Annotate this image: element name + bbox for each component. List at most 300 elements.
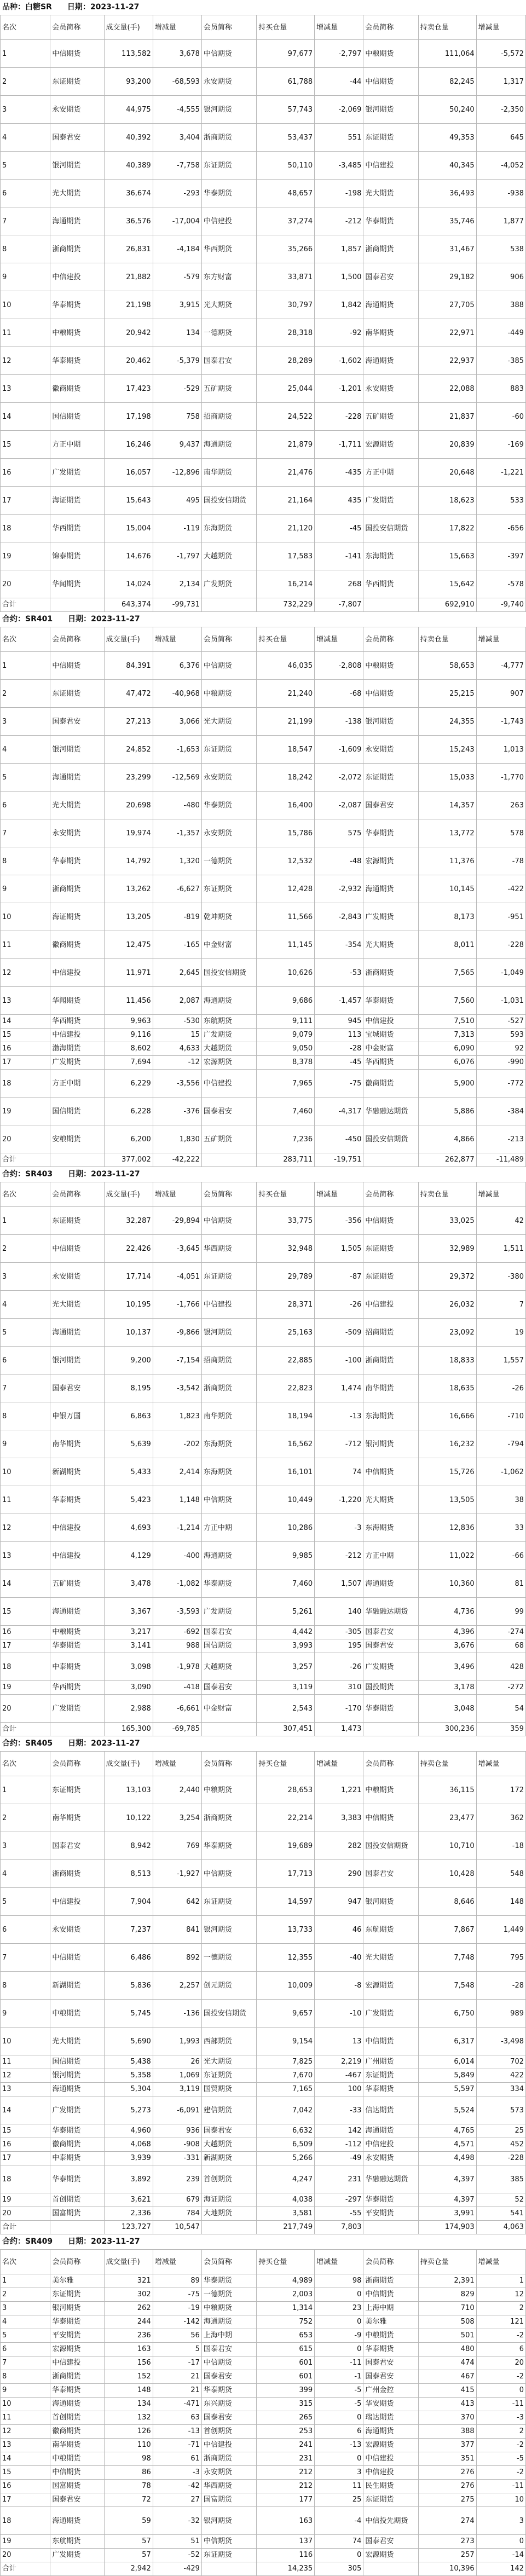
cell-short-member: 徽商期货 xyxy=(363,1070,418,1098)
column-header-long-position: 持买仓量 xyxy=(257,1182,315,1207)
cell-volume: 6,486 xyxy=(104,1944,153,1972)
cell-long-position: 5,261 xyxy=(257,1598,315,1626)
table-row xyxy=(1,1263,526,1291)
cell-volume-change: -1,766 xyxy=(153,1291,201,1319)
cell-short-position: 7,548 xyxy=(418,1972,476,2000)
ranking-table xyxy=(0,1182,526,1736)
cell-volume-member: 国泰君安 xyxy=(50,1374,104,1402)
cell-short-member: 银河期货 xyxy=(363,1430,418,1458)
cell-short-member: 华泰期货 xyxy=(363,2193,418,2207)
cell-long-member: 海通期货 xyxy=(201,987,256,1015)
cell-short-position: 20,648 xyxy=(418,459,476,487)
cell-short-member: 中粮期货 xyxy=(363,1776,418,1804)
total-long-position: 283,711 xyxy=(257,1153,315,1167)
cell-short-member: 海通期货 xyxy=(363,875,418,903)
cell-volume-member: 光大期货 xyxy=(50,1291,104,1319)
cell-long-position: 7,460 xyxy=(257,1098,315,1125)
cell-short-member: 华融融达期货 xyxy=(363,1598,418,1626)
cell-short-position: 111,064 xyxy=(418,40,476,68)
total-label: 合计 xyxy=(1,2221,50,2234)
cell-long-position: 13,733 xyxy=(257,1916,315,1944)
cell-short-position: 18,623 xyxy=(418,487,476,515)
cell-volume: 2,336 xyxy=(104,2207,153,2221)
cell-volume-member: 东证期货 xyxy=(50,1207,104,1235)
cell-volume: 110 xyxy=(104,2439,153,2452)
cell-volume: 3,939 xyxy=(104,2152,153,2165)
cell-volume-member: 申银万国 xyxy=(50,1402,104,1430)
cell-short-position: 3,676 xyxy=(418,1639,476,1653)
cell-short-change: 68 xyxy=(476,1639,525,1653)
cell-short-change: 593 xyxy=(476,1029,525,1042)
cell-rank: 16 xyxy=(1,1626,50,1639)
cell-long-member: 大越期货 xyxy=(201,1042,256,1056)
cell-short-position: 22,088 xyxy=(418,375,476,403)
column-header-short-member: 会员简称 xyxy=(363,2250,418,2274)
cell-short-member: 信达期货 xyxy=(363,2096,418,2124)
table-row xyxy=(1,2425,526,2439)
cell-volume-change: 3,915 xyxy=(153,291,201,319)
cell-short-position: 273 xyxy=(418,2535,476,2549)
cell-volume-change: -4,184 xyxy=(153,235,201,263)
cell-long-position: 12,428 xyxy=(257,875,315,903)
cell-short-change: -990 xyxy=(476,1056,525,1070)
cell-long-member: 东证期货 xyxy=(201,2069,256,2083)
total-label: 合计 xyxy=(1,598,50,612)
cell-short-change: 6 xyxy=(476,2343,525,2356)
cell-rank: 8 xyxy=(1,235,50,263)
cell-long-member: 国泰君安 xyxy=(201,1098,256,1125)
cell-volume-member: 华闻期货 xyxy=(50,987,104,1015)
total-volume-change: -69,785 xyxy=(153,1723,201,1736)
cell-long-member: 五矿期货 xyxy=(201,375,256,403)
header-row xyxy=(1,15,526,40)
cell-volume: 3,098 xyxy=(104,1653,153,1681)
cell-long-change: 3 xyxy=(315,2466,363,2480)
cell-long-change: -13 xyxy=(315,1402,363,1430)
cell-volume: 8,513 xyxy=(104,1860,153,1888)
cell-rank: 4 xyxy=(1,736,50,764)
table-row xyxy=(1,68,526,96)
cell-volume: 40,389 xyxy=(104,152,153,180)
cell-long-member: 中粮期货 xyxy=(201,680,256,708)
cell-long-position: 2,543 xyxy=(257,1695,315,1723)
cell-volume-change: -6,091 xyxy=(153,2096,201,2124)
table-row xyxy=(1,2165,526,2193)
cell-short-position: 15,642 xyxy=(418,570,476,598)
cell-short-member: 宏源期货 xyxy=(363,1972,418,2000)
cell-volume-change: -1,927 xyxy=(153,1860,201,1888)
cell-volume-change: 936 xyxy=(153,2124,201,2138)
cell-short-change: -11 xyxy=(476,2398,525,2411)
cell-long-change: 2,219 xyxy=(315,2055,363,2069)
cell-volume-member: 国泰君安 xyxy=(50,124,104,152)
column-header-long-change: 增减量 xyxy=(315,1752,363,1776)
cell-long-change: -92 xyxy=(315,319,363,347)
cell-long-change: -198 xyxy=(315,180,363,207)
cell-long-position: 32,948 xyxy=(257,1235,315,1263)
cell-long-member: 浙商期货 xyxy=(201,2452,256,2466)
cell-long-position: 615 xyxy=(257,2343,315,2356)
cell-rank: 17 xyxy=(1,2152,50,2165)
cell-volume: 78 xyxy=(104,2480,153,2493)
cell-volume-member: 中信建投 xyxy=(50,1029,104,1042)
total-short-position: 692,910 xyxy=(418,598,476,612)
table-row xyxy=(1,2152,526,2165)
cell-volume: 5,433 xyxy=(104,1458,153,1486)
table-row xyxy=(1,347,526,375)
cell-long-position: 50,110 xyxy=(257,152,315,180)
cell-long-member: 中信期货 xyxy=(201,2356,256,2370)
cell-long-change: -28 xyxy=(315,1042,363,1056)
total-volume: 165,300 xyxy=(104,1723,153,1736)
cell-long-change: 195 xyxy=(315,1639,363,1653)
cell-volume-change: -376 xyxy=(153,1098,201,1125)
cell-short-member: 广发期货 xyxy=(363,2000,418,2028)
cell-short-member: 浙商期货 xyxy=(363,1347,418,1374)
total-long-change: 305 xyxy=(315,2562,363,2576)
header-row xyxy=(1,627,526,652)
cell-long-change: -33 xyxy=(315,2096,363,2124)
cell-volume-member: 徽商期货 xyxy=(50,375,104,403)
total-row xyxy=(1,2221,526,2234)
cell-volume-member: 东证期货 xyxy=(50,2288,104,2302)
column-header-long-member: 会员简称 xyxy=(201,1752,256,1776)
cell-long-position: 7,965 xyxy=(257,1070,315,1098)
table-row xyxy=(1,1972,526,2000)
cell-short-member: 广发期货 xyxy=(363,1653,418,1681)
table-row xyxy=(1,1916,526,1944)
cell-volume-change: -68,593 xyxy=(153,68,201,96)
cell-short-member: 宝城期货 xyxy=(363,1029,418,1042)
cell-short-position: 7,565 xyxy=(418,959,476,987)
cell-rank: 17 xyxy=(1,2493,50,2507)
cell-short-change: 1,013 xyxy=(476,736,525,764)
cell-rank: 8 xyxy=(1,847,50,875)
cell-short-position: 23,092 xyxy=(418,1319,476,1347)
cell-long-member: 方正中期 xyxy=(201,1514,256,1542)
cell-long-position: 12,532 xyxy=(257,847,315,875)
cell-rank: 18 xyxy=(1,2165,50,2193)
cell-long-change: 0 xyxy=(315,2288,363,2302)
table-row xyxy=(1,2356,526,2370)
cell-long-change: -1 xyxy=(315,2370,363,2384)
cell-rank: 14 xyxy=(1,2452,50,2466)
cell-volume-member: 广发期货 xyxy=(50,2549,104,2562)
cell-long-position: 28,653 xyxy=(257,1776,315,1804)
cell-short-change: 428 xyxy=(476,1653,525,1681)
cell-long-position: 3,581 xyxy=(257,2207,315,2221)
cell-short-position: 29,182 xyxy=(418,263,476,291)
cell-long-member: 广发期货 xyxy=(201,570,256,598)
cell-long-change: -2,072 xyxy=(315,764,363,792)
table-row xyxy=(1,2028,526,2055)
cell-short-change: -14 xyxy=(476,2549,525,2562)
cell-volume-member: 首创期货 xyxy=(50,2193,104,2207)
cell-volume: 5,273 xyxy=(104,2096,153,2124)
cell-volume-change: 3,678 xyxy=(153,40,201,68)
table-row xyxy=(1,959,526,987)
cell-volume-change: 841 xyxy=(153,1916,201,1944)
cell-short-change: -422 xyxy=(476,875,525,903)
cell-empty xyxy=(50,2562,104,2576)
product-label: 合约：SR401 xyxy=(2,615,53,623)
cell-long-change: -1,609 xyxy=(315,736,363,764)
cell-rank: 11 xyxy=(1,2055,50,2069)
cell-short-change: 42 xyxy=(476,1207,525,1235)
column-header-rank: 名次 xyxy=(1,1752,50,1776)
cell-long-position: 212 xyxy=(257,2466,315,2480)
cell-volume-change: 3,254 xyxy=(153,1804,201,1832)
cell-long-change: -138 xyxy=(315,708,363,736)
cell-long-change: 1,842 xyxy=(315,291,363,319)
cell-short-position: 275 xyxy=(418,2493,476,2507)
total-long-position: 732,229 xyxy=(257,598,315,612)
ranking-table xyxy=(0,15,526,612)
cell-short-member: 永安期货 xyxy=(363,375,418,403)
cell-empty xyxy=(363,1153,418,1167)
table-row xyxy=(1,431,526,459)
cell-short-member: 海通期货 xyxy=(363,2425,418,2439)
cell-volume: 57 xyxy=(104,2535,153,2549)
cell-short-member: 海通期货 xyxy=(363,347,418,375)
cell-volume: 5,304 xyxy=(104,2083,153,2096)
cell-long-member: 建信期货 xyxy=(201,2096,256,2124)
cell-rank: 18 xyxy=(1,1653,50,1681)
cell-empty xyxy=(363,2221,418,2234)
column-header-short-change: 增减量 xyxy=(476,1752,525,1776)
cell-long-change: 310 xyxy=(315,1681,363,1695)
cell-rank: 20 xyxy=(1,2207,50,2221)
date-label: 日期：2023-11-27 xyxy=(68,2237,140,2246)
cell-volume-change: -52 xyxy=(153,2549,201,2562)
cell-long-member: 永安期货 xyxy=(201,819,256,847)
cell-rank: 6 xyxy=(1,1347,50,1374)
cell-long-change: -75 xyxy=(315,1070,363,1098)
cell-long-position: 7,825 xyxy=(257,2055,315,2069)
cell-short-position: 3,048 xyxy=(418,1695,476,1723)
cell-volume: 27,213 xyxy=(104,708,153,736)
cell-volume-member: 国信期货 xyxy=(50,1098,104,1125)
cell-rank: 19 xyxy=(1,1681,50,1695)
table-row xyxy=(1,2207,526,2221)
total-long-position: 14,235 xyxy=(257,2562,315,2576)
cell-volume-member: 国信期货 xyxy=(50,403,104,431)
cell-long-change: -305 xyxy=(315,1626,363,1639)
cell-short-change: 0 xyxy=(476,2535,525,2549)
column-header-volume: 成交量(手) xyxy=(104,1182,153,1207)
cell-long-position: 7,236 xyxy=(257,1125,315,1153)
cell-short-position: 22,971 xyxy=(418,319,476,347)
cell-short-change: 19 xyxy=(476,1319,525,1347)
cell-rank: 20 xyxy=(1,1695,50,1723)
total-long-change: 1,473 xyxy=(315,1723,363,1736)
cell-volume-member: 永安期货 xyxy=(50,96,104,124)
total-long-change: 7,803 xyxy=(315,2221,363,2234)
cell-rank: 6 xyxy=(1,180,50,207)
cell-short-member: 东证期货 xyxy=(363,1263,418,1291)
table-row xyxy=(1,903,526,931)
cell-long-change: -450 xyxy=(315,1125,363,1153)
cell-volume-change: -42 xyxy=(153,2480,201,2493)
total-short-position: 174,903 xyxy=(418,2221,476,2234)
cell-short-member: 上海中期 xyxy=(363,2302,418,2315)
cell-short-position: 24,355 xyxy=(418,708,476,736)
cell-short-position: 26,032 xyxy=(418,1291,476,1319)
cell-short-position: 25,215 xyxy=(418,680,476,708)
cell-long-change: 231 xyxy=(315,2165,363,2193)
cell-long-change: -100 xyxy=(315,1347,363,1374)
cell-short-member: 国泰君安 xyxy=(363,263,418,291)
cell-long-change: 98 xyxy=(315,2274,363,2288)
cell-volume: 244 xyxy=(104,2315,153,2329)
cell-volume: 72 xyxy=(104,2493,153,2507)
cell-volume-change: 2,087 xyxy=(153,987,201,1015)
cell-short-position: 7,867 xyxy=(418,1916,476,1944)
cell-short-change: 538 xyxy=(476,235,525,263)
cell-short-change: 33 xyxy=(476,1514,525,1542)
cell-short-member: 东证期货 xyxy=(363,124,418,152)
cell-volume-change: -9,866 xyxy=(153,1319,201,1347)
cell-long-member: 海证期货 xyxy=(201,2193,256,2207)
cell-short-position: 49,353 xyxy=(418,124,476,152)
cell-long-position: 19,689 xyxy=(257,1832,315,1860)
cell-short-member: 平安期货 xyxy=(363,2207,418,2221)
cell-volume-change: -29,894 xyxy=(153,1207,201,1235)
cell-volume-member: 中信建投 xyxy=(50,1542,104,1570)
cell-short-member: 中粮期货 xyxy=(363,652,418,680)
cell-long-position: 21,164 xyxy=(257,487,315,515)
table-row xyxy=(1,1042,526,1056)
cell-short-change: 92 xyxy=(476,1042,525,1056)
cell-volume: 26,831 xyxy=(104,235,153,263)
cell-short-member: 南华期货 xyxy=(363,319,418,347)
cell-short-position: 10,360 xyxy=(418,1570,476,1598)
cell-long-position: 11,566 xyxy=(257,903,315,931)
cell-rank: 10 xyxy=(1,903,50,931)
table-row xyxy=(1,1029,526,1042)
header-row xyxy=(1,2250,526,2274)
cell-rank: 15 xyxy=(1,1598,50,1626)
section-title xyxy=(0,2234,526,2249)
table-row xyxy=(1,96,526,124)
cell-long-member: 中信建投 xyxy=(201,1070,256,1098)
cell-short-change: 334 xyxy=(476,2083,525,2096)
cell-volume-change: 3,404 xyxy=(153,124,201,152)
cell-short-member: 中信期货 xyxy=(363,680,418,708)
cell-volume-change: -293 xyxy=(153,180,201,207)
cell-short-change: 548 xyxy=(476,1860,525,1888)
cell-long-member: 银河期货 xyxy=(201,1916,256,1944)
cell-rank: 13 xyxy=(1,987,50,1015)
cell-short-change: 1,557 xyxy=(476,1347,525,1374)
product-label: 合约：SR403 xyxy=(2,1170,53,1179)
cell-volume-change: 89 xyxy=(153,2274,201,2288)
cell-short-position: 32,989 xyxy=(418,1235,476,1263)
cell-long-position: 3,119 xyxy=(257,1681,315,1695)
cell-rank: 11 xyxy=(1,931,50,959)
cell-short-position: 6,076 xyxy=(418,1056,476,1070)
table-row xyxy=(1,152,526,180)
cell-volume-member: 中信建投 xyxy=(50,263,104,291)
cell-short-change: 12 xyxy=(476,2288,525,2302)
cell-long-position: 7,165 xyxy=(257,2083,315,2096)
cell-long-change: 945 xyxy=(315,1015,363,1029)
table-row xyxy=(1,652,526,680)
total-short-change: -11,489 xyxy=(476,1153,525,1167)
cell-short-change: 2 xyxy=(476,2425,525,2439)
cell-volume: 20,462 xyxy=(104,347,153,375)
table-row xyxy=(1,2384,526,2398)
cell-long-member: 华泰期货 xyxy=(201,180,256,207)
cell-long-position: 33,871 xyxy=(257,263,315,291)
cell-volume-change: -17 xyxy=(153,2356,201,2370)
cell-rank: 11 xyxy=(1,1486,50,1514)
column-header-short-member: 会员简称 xyxy=(363,1752,418,1776)
cell-volume-change: -579 xyxy=(153,263,201,291)
cell-long-change: 1,221 xyxy=(315,1776,363,1804)
cell-volume-member: 海通期货 xyxy=(50,764,104,792)
cell-long-change: 142 xyxy=(315,2124,363,2138)
cell-rank: 4 xyxy=(1,1291,50,1319)
column-header-short-member: 会员简称 xyxy=(363,1182,418,1207)
cell-volume-member: 中信建投 xyxy=(50,959,104,987)
cell-volume-change: -400 xyxy=(153,1542,201,1570)
table-row xyxy=(1,1832,526,1860)
cell-short-position: 10,145 xyxy=(418,875,476,903)
cell-short-member: 宏源期货 xyxy=(363,431,418,459)
cell-short-member: 国投安信期货 xyxy=(363,1125,418,1153)
cell-long-change: -26 xyxy=(315,1653,363,1681)
cell-volume: 36,674 xyxy=(104,180,153,207)
cell-short-member: 方正中期 xyxy=(363,1542,418,1570)
column-header-volume-change: 增减量 xyxy=(153,2250,201,2274)
cell-long-member: 东证期货 xyxy=(201,875,256,903)
table-row xyxy=(1,1695,526,1723)
table-row xyxy=(1,680,526,708)
total-label: 合计 xyxy=(1,2562,50,2576)
cell-volume: 262 xyxy=(104,2302,153,2315)
cell-volume-member: 宏源期货 xyxy=(50,2343,104,2356)
cell-long-member: 国泰君安 xyxy=(201,1681,256,1695)
cell-volume-change: -3,542 xyxy=(153,1374,201,1402)
cell-long-position: 137 xyxy=(257,2535,315,2549)
cell-volume-member: 银河期货 xyxy=(50,2069,104,2083)
table-row xyxy=(1,1402,526,1430)
cell-volume: 8,942 xyxy=(104,1832,153,1860)
cell-volume: 148 xyxy=(104,2384,153,2398)
cell-long-change: 0 xyxy=(315,2315,363,2329)
section-title xyxy=(0,1736,526,1751)
cell-long-member: 首创期货 xyxy=(201,2425,256,2439)
cell-short-change: 1 xyxy=(476,2274,525,2288)
cell-long-member: 海通期货 xyxy=(201,2315,256,2329)
cell-long-position: 752 xyxy=(257,2315,315,2329)
cell-rank: 12 xyxy=(1,2069,50,2083)
column-header-short-position: 持卖仓量 xyxy=(418,1182,476,1207)
cell-long-member: 东航期货 xyxy=(201,1015,256,1029)
table-row xyxy=(1,1207,526,1235)
cell-short-position: 4,396 xyxy=(418,1626,476,1639)
cell-long-change: 1,500 xyxy=(315,263,363,291)
cell-volume: 16,057 xyxy=(104,459,153,487)
cell-short-member: 华西期货 xyxy=(363,1056,418,1070)
column-header-long-member: 会员简称 xyxy=(201,15,256,40)
total-long-position: 217,749 xyxy=(257,2221,315,2234)
cell-long-member: 永安期货 xyxy=(201,764,256,792)
cell-volume: 13,103 xyxy=(104,1776,153,1804)
cell-rank: 8 xyxy=(1,1972,50,2000)
cell-volume-member: 中信建投 xyxy=(50,1888,104,1916)
